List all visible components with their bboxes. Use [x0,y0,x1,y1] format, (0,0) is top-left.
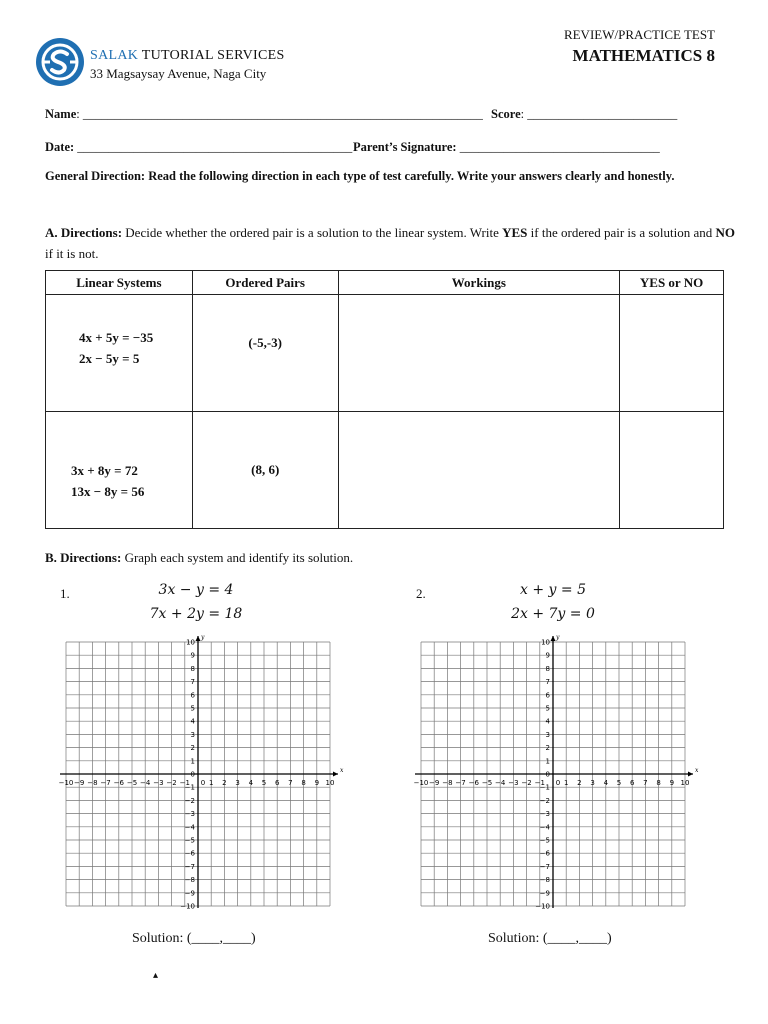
yes-keyword: YES [502,225,528,240]
x-tick-label: 10 [325,779,335,787]
linear-system-cell [46,412,193,529]
workings-cell[interactable] [338,295,620,412]
linear-systems-table [45,270,724,529]
x-tick-label: −4 [495,779,506,787]
y-tick-label: 6 [190,691,195,700]
y-tick-label: −10 [180,902,195,911]
y-tick-label: −1 [539,783,550,792]
section-a-label: A. Directions: [45,225,123,240]
y-tick-label: 5 [545,704,550,713]
score-field[interactable] [491,107,677,122]
x-tick-label: −2 [166,779,177,787]
x-tick-label: −9 [429,779,440,787]
x-tick-label: 8 [656,779,661,787]
x-tick-label: −4 [140,779,151,787]
signature-label: Parent’s Signature: [353,140,457,154]
x-tick-label: 0 [555,779,561,787]
x-tick-label: 0 [200,779,206,787]
x-tick-label: 8 [301,779,306,787]
system-equation: 3x − y = 4 [158,582,234,598]
y-tick-label: 2 [190,744,195,753]
coordinate-grid[interactable] [413,634,699,920]
name-label: Name [45,107,77,121]
x-tick-label: −7 [100,779,111,787]
date-blank: ____________________________________________ [74,140,353,154]
system-equation: 7x + 2y = 18 [149,606,243,622]
x-tick-label: 9 [669,779,675,787]
y-tick-label: −5 [539,836,550,845]
x-tick-label: 5 [261,779,267,787]
y-tick-label: −7 [184,862,195,871]
solution-blank[interactable]: Solution: (____,____) [132,931,256,946]
y-tick-label: −3 [184,810,195,819]
y-tick-label: 0 [545,770,550,779]
y-tick-label: −6 [184,849,195,858]
x-tick-label: −6 [113,779,124,787]
x-tick-label: −8 [442,779,453,787]
x-tick-label: 6 [629,779,635,787]
y-tick-label: −2 [184,796,195,805]
section-b-directions [45,550,353,566]
y-tick-label: −9 [539,889,550,898]
y-tick-label: 1 [545,757,550,766]
x-tick-label: 1 [208,779,214,787]
answer-cell[interactable] [620,412,724,529]
equation: 2x − 5y = 5 [79,350,140,366]
subject-title: MATHEMATICS 8 [572,46,715,65]
test-type: REVIEW/PRACTICE TEST [563,27,715,42]
x-tick-label: 6 [274,779,280,787]
linear-system-cell [46,295,193,412]
signature-blank: ________________________________ [456,140,660,154]
y-tick-label: 3 [545,730,550,739]
problem-number: 1. [60,586,70,601]
x-tick-label: −5 [126,779,138,787]
company-logo-icon [34,36,86,88]
y-tick-label: 5 [190,704,195,713]
x-tick-label: 2 [222,779,227,787]
section-a-directions [45,222,735,264]
section-a-text: if the ordered pair is a solution and [527,225,716,240]
organization-name-highlight: SALAK [90,48,139,63]
x-tick-label: 7 [288,779,293,787]
y-tick-label: 6 [545,691,550,700]
y-tick-label: 0 [190,770,195,779]
equation: 4x + 5y = −35 [79,329,154,345]
x-tick-label: 10 [680,779,690,787]
x-tick-label: −10 [413,779,429,787]
x-tick-label: 4 [603,779,609,787]
x-tick-label: −7 [455,779,466,787]
y-tick-label: −1 [184,783,195,792]
y-tick-label: 1 [190,757,195,766]
score-label: Score [491,107,521,121]
table-row [46,295,724,412]
x-tick-label: 3 [235,779,240,787]
date-label: Date: [45,140,75,154]
organization-address: 33 Magsaysay Avenue, Naga City [90,66,267,81]
y-axis-label: y [556,634,560,641]
x-tick-label: −6 [468,779,479,787]
answer-cell[interactable] [620,295,724,412]
column-header: YES or NO [620,271,724,295]
x-tick-label: 1 [563,779,569,787]
equation: 13x − 8y = 56 [71,483,145,499]
y-tick-label: −7 [539,862,550,871]
name-field[interactable] [45,107,483,122]
y-tick-label: −8 [539,876,550,885]
name-blank: : ________________________________________________________________ [76,107,483,121]
x-axis-arrow-icon [688,772,693,777]
x-tick-label: −1 [179,779,190,787]
x-tick-label: −5 [481,779,493,787]
x-tick-label: 9 [314,779,320,787]
y-tick-label: −10 [535,902,550,911]
organization-name-rest: TUTORIAL SERVICES [138,48,285,63]
table-header-row [46,271,724,295]
y-axis-label: y [201,634,205,641]
workings-cell[interactable] [338,412,620,529]
y-tick-label: 4 [190,717,195,726]
x-tick-label: −9 [74,779,85,787]
y-tick-label: 9 [545,651,550,660]
x-tick-label: −1 [534,779,545,787]
y-tick-label: −3 [539,810,550,819]
y-tick-label: 8 [190,664,195,673]
y-tick-label: −4 [539,823,550,832]
y-tick-label: −6 [539,849,550,858]
date-field[interactable] [45,140,352,155]
problem-number: 2. [416,586,426,601]
system-equation: 2x + 7y = 0 [511,606,595,622]
y-tick-label: 8 [545,664,550,673]
y-axis-arrow-icon [196,636,201,641]
y-tick-label: 7 [545,678,550,687]
y-tick-label: 10 [541,638,550,647]
y-tick-label: 7 [190,678,195,687]
ordered-pair-cell: (-5,-3) [192,295,338,412]
ordered-pair-cell: (8, 6) [192,412,338,529]
no-keyword: NO [715,225,736,240]
x-tick-label: −3 [508,779,519,787]
x-axis-label: x [340,767,344,774]
y-axis-arrow-icon [551,636,556,641]
coordinate-grid[interactable] [58,634,344,920]
column-header: Linear Systems [46,271,193,295]
signature-field[interactable] [353,140,660,155]
y-tick-label: 4 [545,717,550,726]
x-tick-label: −2 [521,779,532,787]
table-row [46,412,724,529]
y-tick-label: −8 [184,876,195,885]
x-tick-label: −3 [153,779,164,787]
column-header: Ordered Pairs [192,271,338,295]
y-tick-label: 3 [190,730,195,739]
section-a-text: Decide whether the ordered pair is a solution to the linear system. Write [122,225,503,240]
y-tick-label: −9 [184,889,195,898]
x-tick-label: 7 [643,779,648,787]
x-tick-label: −10 [58,779,74,787]
x-axis-label: x [695,767,699,774]
column-header: Workings [338,271,620,295]
y-tick-label: 2 [545,744,550,753]
y-tick-label: 9 [190,651,195,660]
y-tick-label: 10 [186,638,195,647]
y-tick-label: −4 [184,823,195,832]
solution-blank[interactable]: Solution: (____,____) [488,931,612,946]
x-tick-label: 3 [590,779,595,787]
score-blank: : ________________________ [520,107,678,121]
system-equation: x + y = 5 [520,582,586,598]
stray-mark: ▴ [153,970,159,981]
section-a-text: if it is not. [45,246,99,261]
y-tick-label: −2 [539,796,550,805]
organization-name [90,48,285,64]
x-tick-label: 2 [577,779,582,787]
x-tick-label: 5 [616,779,622,787]
x-axis-arrow-icon [333,772,338,777]
x-tick-label: −8 [87,779,98,787]
section-b-text: Graph each system and identify its solution. [121,550,354,565]
section-b-label: B. Directions: [45,550,122,565]
y-tick-label: −5 [184,836,195,845]
general-direction: General Direction: Read the following direction in each type of test carefully. Write your answers clearly and honestly. [45,169,675,183]
equation: 3x + 8y = 72 [71,462,138,478]
x-tick-label: 4 [248,779,254,787]
